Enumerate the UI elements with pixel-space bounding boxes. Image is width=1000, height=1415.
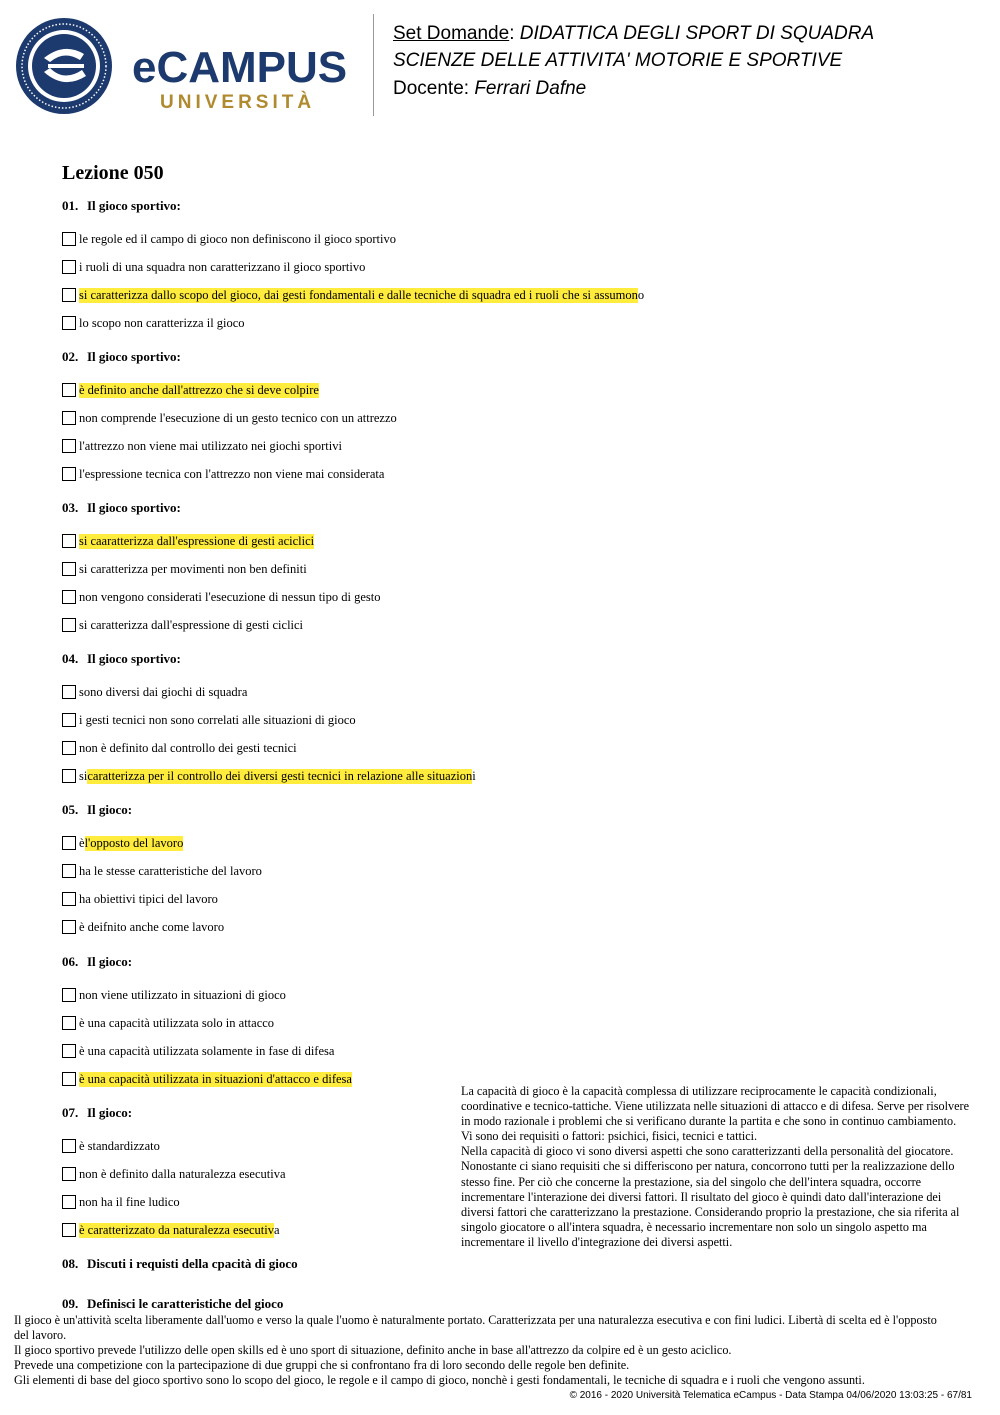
answer-text: i gesti tecnici non sono correlati alle situazioni di gioco xyxy=(79,712,356,727)
answer-checkbox[interactable] xyxy=(62,439,76,453)
answer-text: l'attrezzo non viene mai utilizzato nei giochi sportivi xyxy=(79,438,342,453)
answer-checkbox[interactable] xyxy=(62,562,76,576)
answer-checkbox[interactable] xyxy=(62,713,76,727)
answer-checkbox[interactable] xyxy=(62,618,76,632)
question-title xyxy=(62,198,181,214)
question-text: Il gioco: xyxy=(87,1105,133,1120)
answer-option[interactable] xyxy=(62,1138,160,1154)
answer-checkbox[interactable] xyxy=(62,685,76,699)
answer-line: incrementare l'interazione dei diversi fattori. Il risultato del gioco è quindi dato dall'interazione dei xyxy=(461,1189,942,1204)
header-degree-line xyxy=(393,49,842,73)
answer-line: Nonostante ci siano requisiti che si differiscono per natura, concorrono tutti per la realizzazione dello xyxy=(461,1159,955,1174)
answer-option[interactable] xyxy=(62,231,396,247)
answer-text: è una capacità utilizzata solo in attacco xyxy=(79,1015,275,1030)
answer-checkbox[interactable] xyxy=(62,1016,76,1030)
highlighted-answer-text: l'opposto del lavoro xyxy=(84,835,184,850)
answer-checkbox[interactable] xyxy=(62,1223,76,1237)
highlighted-answer-text: è caratterizzato da naturalezza esecutiv xyxy=(79,1222,275,1237)
brand-subtitle: UNIVERSITÀ xyxy=(160,92,316,113)
answer-checkbox[interactable] xyxy=(62,1044,76,1058)
answer-checkbox[interactable] xyxy=(62,590,76,604)
brand-wordmark: eCAMPUS xyxy=(132,43,348,92)
question-number: 01. xyxy=(62,198,79,213)
ecampus-logo xyxy=(14,14,359,118)
answer-line: Gli elementi di base del gioco sportivo sono lo scopo del gioco, le regole e il campo di gioco, nonchè i gesti fondamentali, le tecniche di squadra e i ruoli che vengono assunti. xyxy=(14,1373,865,1387)
answer-option[interactable] xyxy=(62,315,245,331)
answer-text: è deifnito anche come lavoro xyxy=(79,919,225,934)
page-footer: © 2016 - 2020 Università Telematica eCampus - Data Stampa 04/06/2020 13:03:25 - 67/81 xyxy=(569,1390,972,1401)
answer-text: lo scopo non caratterizza il gioco xyxy=(79,315,245,330)
answer-checkbox[interactable] xyxy=(62,836,76,850)
answer-checkbox[interactable] xyxy=(62,1167,76,1181)
answer-checkbox[interactable] xyxy=(62,1072,76,1086)
answer-option[interactable] xyxy=(62,919,224,935)
answer-checkbox[interactable] xyxy=(62,383,76,397)
answer-checkbox[interactable] xyxy=(62,232,76,246)
answer-line: incrementare il livello d'integrazione dei diversi aspetti. xyxy=(461,1234,733,1249)
teacher-name: Ferrari Dafne xyxy=(474,78,587,99)
ecampus-emblem-icon xyxy=(16,18,112,114)
answer-option[interactable] xyxy=(62,589,381,605)
question-number: 08. xyxy=(62,1256,79,1271)
question-title xyxy=(62,349,181,365)
answer-option[interactable] xyxy=(62,466,384,482)
answer-line: Il gioco sportivo prevede l'utilizzo delle open skills ed è uno sport di situazione, definito anche in base all'attrezzo da colpire ed è un gesto aciclico. xyxy=(14,1343,732,1357)
answer-option[interactable] xyxy=(62,712,356,728)
answer-line: Prevede una competizione con la partecipazione di due gruppi che si confrontano fra di loro secondo delle regole ben definite. xyxy=(14,1358,630,1372)
answer-line: singolo giocatore o all'intera squadra, è necessario incrementare non solo un singolo aspetto ma xyxy=(461,1219,927,1234)
answer-text: si xyxy=(79,768,88,783)
answer-08-text xyxy=(461,1084,986,1250)
answer-text: si caratterizza per movimenti non ben definiti xyxy=(79,561,307,576)
answer-option[interactable] xyxy=(62,438,342,454)
answer-checkbox[interactable] xyxy=(62,1195,76,1209)
answer-option[interactable] xyxy=(62,1222,280,1238)
answer-option[interactable] xyxy=(62,533,314,549)
answer-text: è standardizzato xyxy=(79,1138,160,1153)
answer-checkbox[interactable] xyxy=(62,467,76,481)
answer-option[interactable] xyxy=(62,1015,274,1031)
header-course-line: Set Domande: DIDATTICA DEGLI SPORT DI SQUADRA xyxy=(393,23,875,44)
answer-option[interactable] xyxy=(62,1166,286,1182)
answer-checkbox[interactable] xyxy=(62,892,76,906)
answer-option[interactable] xyxy=(62,617,303,633)
answer-text: l'espressione tecnica con l'attrezzo non viene mai considerata xyxy=(79,466,385,481)
answer-option[interactable] xyxy=(62,740,297,756)
question-text: Il gioco sportivo: xyxy=(87,651,181,666)
answer-line: Il gioco è un'attività scelta liberamente dall'uomo e verso la quale l'uomo è naturalmente portato. Caratterizzata per una naturalezza esecutiva e con fini ludici. Libertà di scelta ed è l'opposto xyxy=(14,1313,937,1327)
highlighted-answer-text: si caaratterizza dall'espressione di gesti aciclici xyxy=(79,533,315,548)
teacher-label: Docente: xyxy=(393,78,470,99)
header-divider xyxy=(373,14,374,116)
question-text: Il gioco sportivo: xyxy=(87,198,181,213)
answer-text: non vengono considerati l'esecuzione di nessun tipo di gesto xyxy=(79,589,381,604)
question-number: 03. xyxy=(62,500,79,515)
answer-line: del lavoro. xyxy=(14,1328,67,1342)
answer-line: diversi fattori che caratterizzano la prestazione. Considerando proprio la prestazione, che sia riferita al xyxy=(461,1204,960,1219)
answer-option[interactable] xyxy=(62,410,397,426)
question-text: Definisci le caratteristiche del gioco xyxy=(87,1296,284,1311)
answer-checkbox[interactable] xyxy=(62,988,76,1002)
answer-text: i xyxy=(472,768,476,783)
question-number: 07. xyxy=(62,1105,79,1120)
answer-option[interactable] xyxy=(62,1194,180,1210)
question-text: Discuti i requisti della cpacità di gioco xyxy=(87,1256,298,1271)
highlighted-answer-text: è definito anche dall'attrezzo che si deve colpire xyxy=(79,382,319,397)
answer-line: coordinative e tecnico-tattiche. Viene utilizzata nelle situazioni di attacco e di difesa. Serve per risolvere xyxy=(461,1099,969,1114)
answer-text: non è definito dal controllo dei gesti tecnici xyxy=(79,740,297,755)
question-title xyxy=(62,651,181,667)
set-label: Set Domande xyxy=(393,23,510,44)
answer-text: è xyxy=(79,835,85,850)
answer-text: ha le stesse caratteristiche del lavoro xyxy=(79,863,262,878)
answer-checkbox[interactable] xyxy=(62,920,76,934)
answer-checkbox[interactable] xyxy=(62,769,76,783)
question-number: 02. xyxy=(62,349,79,364)
answer-option[interactable] xyxy=(62,987,286,1003)
question-number: 09. xyxy=(62,1296,79,1311)
answer-option[interactable] xyxy=(62,1071,352,1087)
question-number: 06. xyxy=(62,954,79,969)
question-title xyxy=(62,1296,283,1312)
question-number: 05. xyxy=(62,802,79,817)
answer-checkbox[interactable] xyxy=(62,260,76,274)
answer-checkbox[interactable] xyxy=(62,288,76,302)
answer-line: Nella capacità di gioco vi sono diversi aspetti che sono caratterizzanti della personalità del giocatore. xyxy=(461,1144,954,1159)
question-text: Il gioco: xyxy=(87,802,133,817)
degree-name: SCIENZE DELLE ATTIVITA' MOTORIE E SPORTIVE xyxy=(393,50,843,71)
answer-text: a xyxy=(274,1222,280,1237)
question-title xyxy=(62,500,181,516)
answer-text: non viene utilizzato in situazioni di gioco xyxy=(79,987,286,1002)
answer-text: le regole ed il campo di gioco non definiscono il gioco sportivo xyxy=(79,231,396,246)
answer-checkbox[interactable] xyxy=(62,411,76,425)
highlighted-answer-text: caratterizza per il controllo dei diversi gesti tecnici in relazione alle situazion xyxy=(87,768,473,783)
answer-line: Vi sono dei requisiti o fattori: psichici, fisici, tecnici e tattici. xyxy=(461,1129,758,1144)
answer-checkbox[interactable] xyxy=(62,741,76,755)
answer-option[interactable] xyxy=(62,287,644,303)
answer-text: non è definito dalla naturalezza esecutiva xyxy=(79,1166,286,1181)
answer-text: sono diversi dai giochi di squadra xyxy=(79,684,248,699)
answer-checkbox[interactable] xyxy=(62,534,76,548)
answer-line: La capacità di gioco è la capacità complessa di utilizzare reciprocamente le capacità condizionali, xyxy=(461,1084,937,1098)
question-title xyxy=(62,802,132,818)
answer-line: in modo razionale i problemi che si verificano durante la partita e che sono in continuo cambiamento. xyxy=(461,1114,957,1129)
answer-text: i ruoli di una squadra non caratterizzano il gioco sportivo xyxy=(79,259,366,274)
question-text: Il gioco: xyxy=(87,954,133,969)
question-text: Il gioco sportivo: xyxy=(87,349,181,364)
question-text: Il gioco sportivo: xyxy=(87,500,181,515)
answer-option[interactable] xyxy=(62,891,218,907)
answer-option[interactable] xyxy=(62,835,183,851)
answer-text: ha obiettivi tipici del lavoro xyxy=(79,891,218,906)
lesson-title: Lezione 050 xyxy=(62,162,164,184)
answer-option[interactable] xyxy=(62,863,262,879)
answer-text: non ha il fine ludico xyxy=(79,1194,180,1209)
answer-checkbox[interactable] xyxy=(62,1139,76,1153)
answer-text: non comprende l'esecuzione di un gesto tecnico con un attrezzo xyxy=(79,410,397,425)
answer-09-text xyxy=(14,1313,979,1388)
answer-option[interactable] xyxy=(62,1043,334,1059)
answer-text: si caratterizza dall'espressione di gesti ciclici xyxy=(79,617,304,632)
question-title xyxy=(62,954,132,970)
question-title xyxy=(62,1256,298,1272)
answer-text: o xyxy=(637,287,645,302)
course-name: DIDATTICA DEGLI SPORT DI SQUADRA xyxy=(519,23,875,44)
question-title xyxy=(62,1105,132,1121)
answer-checkbox[interactable] xyxy=(62,864,76,878)
answer-option[interactable] xyxy=(62,259,365,275)
answer-option[interactable] xyxy=(62,684,247,700)
answer-checkbox[interactable] xyxy=(62,316,76,330)
answer-option[interactable] xyxy=(62,768,476,784)
header-teacher-line xyxy=(393,77,586,101)
highlighted-answer-text: si caratterizza dallo scopo del gioco, dai gesti fondamentali e dalle tecniche di squadra ed i ruoli che si assumon xyxy=(79,287,638,302)
question-number: 04. xyxy=(62,651,79,666)
answer-option[interactable] xyxy=(62,561,307,577)
answer-line: stesso fine. Per ciò che concerne la prestazione, sia del singolo che dell'intera squadra, occorre xyxy=(461,1174,922,1189)
answer-option[interactable] xyxy=(62,382,319,398)
answer-text: è una capacità utilizzata solamente in fase di difesa xyxy=(79,1043,335,1058)
highlighted-answer-text: è una capacità utilizzata in situazioni d'attacco e difesa xyxy=(79,1071,352,1086)
